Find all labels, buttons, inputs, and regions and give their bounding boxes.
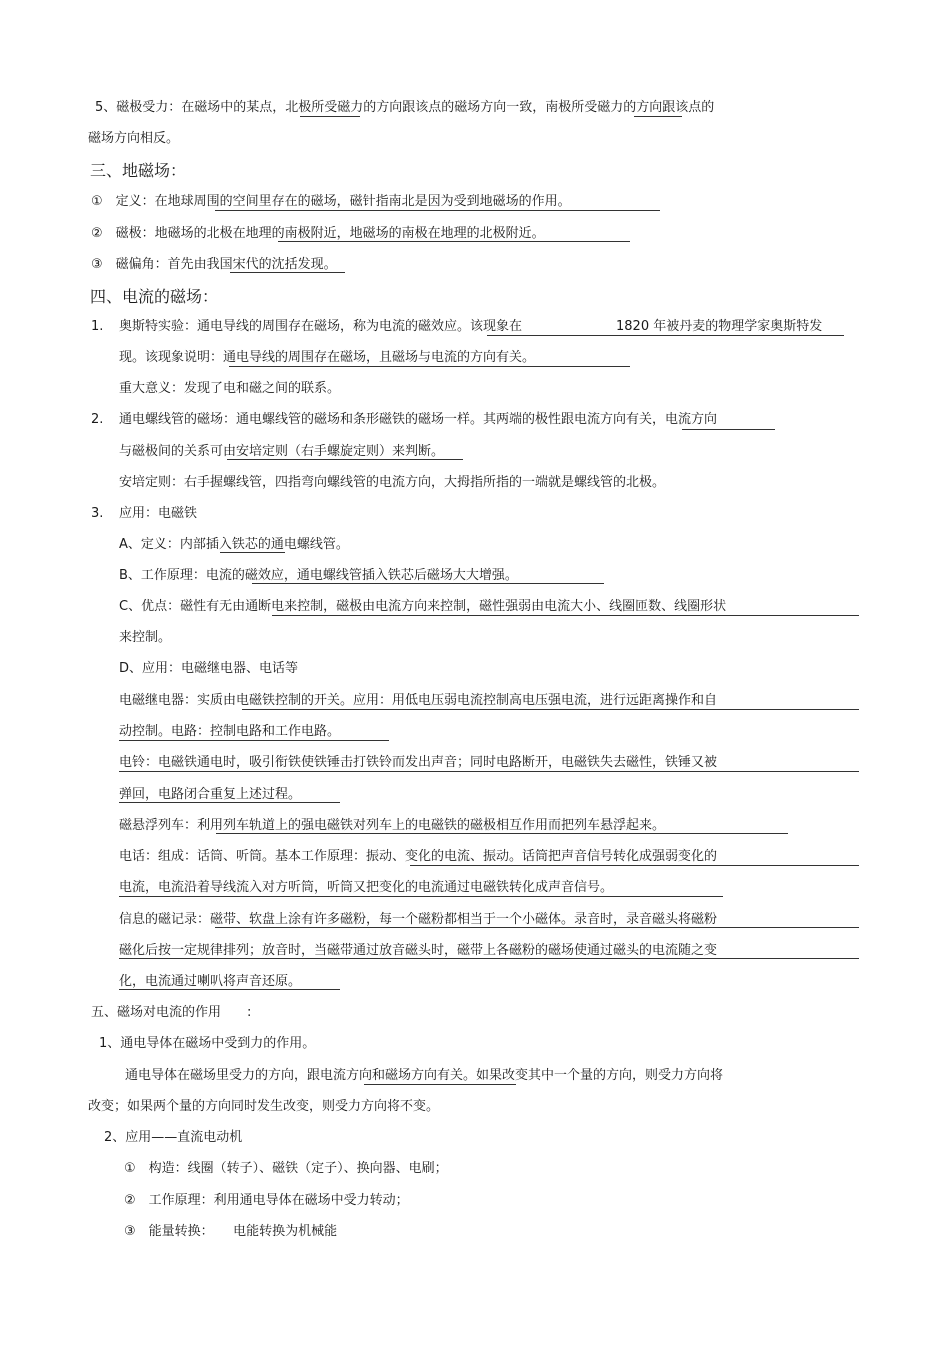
text-line: 信息的磁记录：磁带、软盘上涂有许多磁粉，每一个磁粉都相当于一个小磁体。录音时，录音磁头将磁粉 [119, 912, 718, 927]
text-line: 安培定则：右手握螺线管，四指弯向螺线管的电流方向，大拇指所指的一端就是螺线管的北极。 [119, 475, 666, 490]
text-line: ① 构造：线圈（转子）、磁铁（定子）、换向器、电刷； [124, 1161, 448, 1176]
text-line: 磁悬浮列车：利用列车轨道上的强电磁铁对列车上的电磁铁的磁极相互作用而把列车悬浮起来。 [119, 818, 666, 833]
section-heading: 四、电流的磁场： [90, 287, 219, 306]
text-line: 磁化后按一定规律排列；放音时，当磁带通过放音磁头时，磁带上各磁粉的磁场使通过磁头的电流随之变 [119, 943, 718, 958]
text-line: 化，电流通过喇叭将声音还原。 [119, 974, 302, 989]
answer-underline [487, 335, 844, 336]
answer-underline [252, 583, 604, 584]
text-line: 磁场方向相反。 [88, 131, 180, 146]
answer-underline [278, 241, 630, 242]
text-line: 动控制。电路：控制电路和工作电路。 [119, 724, 341, 739]
answer-underline [220, 552, 285, 553]
text-line: 重大意义：发现了电和磁之间的联系。 [119, 381, 341, 396]
answer-underline [364, 1084, 516, 1085]
text-line: ① 定义：在地球周围的空间里存在的磁场，磁针指南北是因为受到地磁场的作用。 [91, 194, 571, 209]
text-line: 奥斯特实验：通电导线的周围存在磁场，称为电流的磁效应。该现象在 [119, 319, 523, 334]
answer-underline [119, 989, 340, 990]
answer-underline [229, 366, 630, 367]
answer-underline [119, 802, 340, 803]
text-line: A、定义：内部插入铁芯的通电螺线管。 [119, 537, 349, 552]
text-line: 5、磁极受力：在磁场中的某点，北极所受磁力的方向跟该点的磁场方向一致，南极所受磁力的方向跟该点的 [95, 100, 715, 115]
answer-underline [230, 272, 345, 273]
text-line: 现。该现象说明：通电导线的周围存在磁场，且磁场与电流的方向有关。 [119, 350, 536, 365]
text-line: D、应用：电磁继电器、电话等 [119, 661, 299, 676]
text-line: ③ 磁偏角：首先由我国宋代的沈括发现。 [91, 257, 337, 272]
text-line: ③ 能量转换： 电能转换为机械能 [124, 1224, 338, 1239]
answer-underline [119, 958, 859, 959]
text-line: B、工作原理：电流的磁效应，通电螺线管插入铁芯后磁场大大增强。 [119, 568, 518, 583]
answer-underline [410, 865, 859, 866]
answer-underline [215, 210, 660, 211]
text-line: 电流，电流沿着导线流入对方听筒，听筒又把变化的电流通过电磁铁转化成声音信号。 [119, 880, 614, 895]
text-line: C、优点：磁性有无由通断电来控制，磁极由电流方向来控制，磁性强弱由电流大小、线圈匝数、线圈形状 [119, 599, 727, 614]
text-line: 电话：组成：话筒、听筒。基本工作原理：振动、变化的电流、振动。话筒把声音信号转化成强弱变化的 [119, 849, 718, 864]
text-line: 通电螺线管的磁场：通电螺线管的磁场和条形磁铁的磁场一样。其两端的极性跟电流方向有关，电流方向 [119, 412, 718, 427]
answer-underline [634, 116, 682, 117]
text-line: 应用：电磁铁 [119, 506, 198, 521]
answer-underline [119, 896, 723, 897]
text-line: ② 工作原理：利用通电导体在磁场中受力转动； [124, 1193, 409, 1208]
answer-underline [215, 927, 859, 928]
text-line: 弹回，电路闭合重复上述过程。 [119, 787, 302, 802]
answer-underline [119, 771, 859, 772]
text-line: 3. [91, 506, 104, 521]
answer-underline [119, 740, 389, 741]
answer-underline [300, 116, 360, 117]
text-line: 电铃：电磁铁通电时，吸引衔铁使铁锤击打铁铃而发出声音；同时电路断开，电磁铁失去磁性，铁锤又被 [119, 755, 718, 770]
text-line: 与磁极间的关系可由安培定则（右手螺旋定则）来判断。 [119, 444, 445, 459]
text-line: 2. [91, 412, 104, 427]
answer-underline [242, 709, 859, 710]
text-line: 1、通电导体在磁场中受到力的作用。 [99, 1036, 316, 1051]
answer-underline [682, 429, 775, 430]
text-line: 改变；如果两个量的方向同时发生改变，则受力方向将不变。 [88, 1099, 440, 1114]
text-line: 通电导体在磁场里受力的方向，跟电流方向和磁场方向有关。如果改变其中一个量的方向，则受力方向将 [125, 1068, 724, 1083]
answer-underline [216, 833, 788, 834]
text-line: 2、应用——直流电动机 [104, 1130, 243, 1145]
section-heading: 三、地磁场： [90, 161, 187, 180]
text-line: ② 磁极：地磁场的北极在地理的南极附近，地磁场的南极在地理的北极附近。 [91, 226, 545, 241]
answer-underline [227, 459, 463, 460]
text-line: 电磁继电器：实质由电磁铁控制的开关。应用：用低电压弱电流控制高电压强电流，进行远距离操作和自 [119, 693, 718, 708]
text-line: 1820 年被丹麦的物理学家奥斯特发 [616, 319, 823, 334]
text-line: 五、磁场对电流的作用 : [91, 1005, 252, 1020]
text-line: 1. [91, 319, 104, 334]
text-line: 来控制。 [119, 630, 172, 645]
answer-underline [272, 615, 859, 616]
